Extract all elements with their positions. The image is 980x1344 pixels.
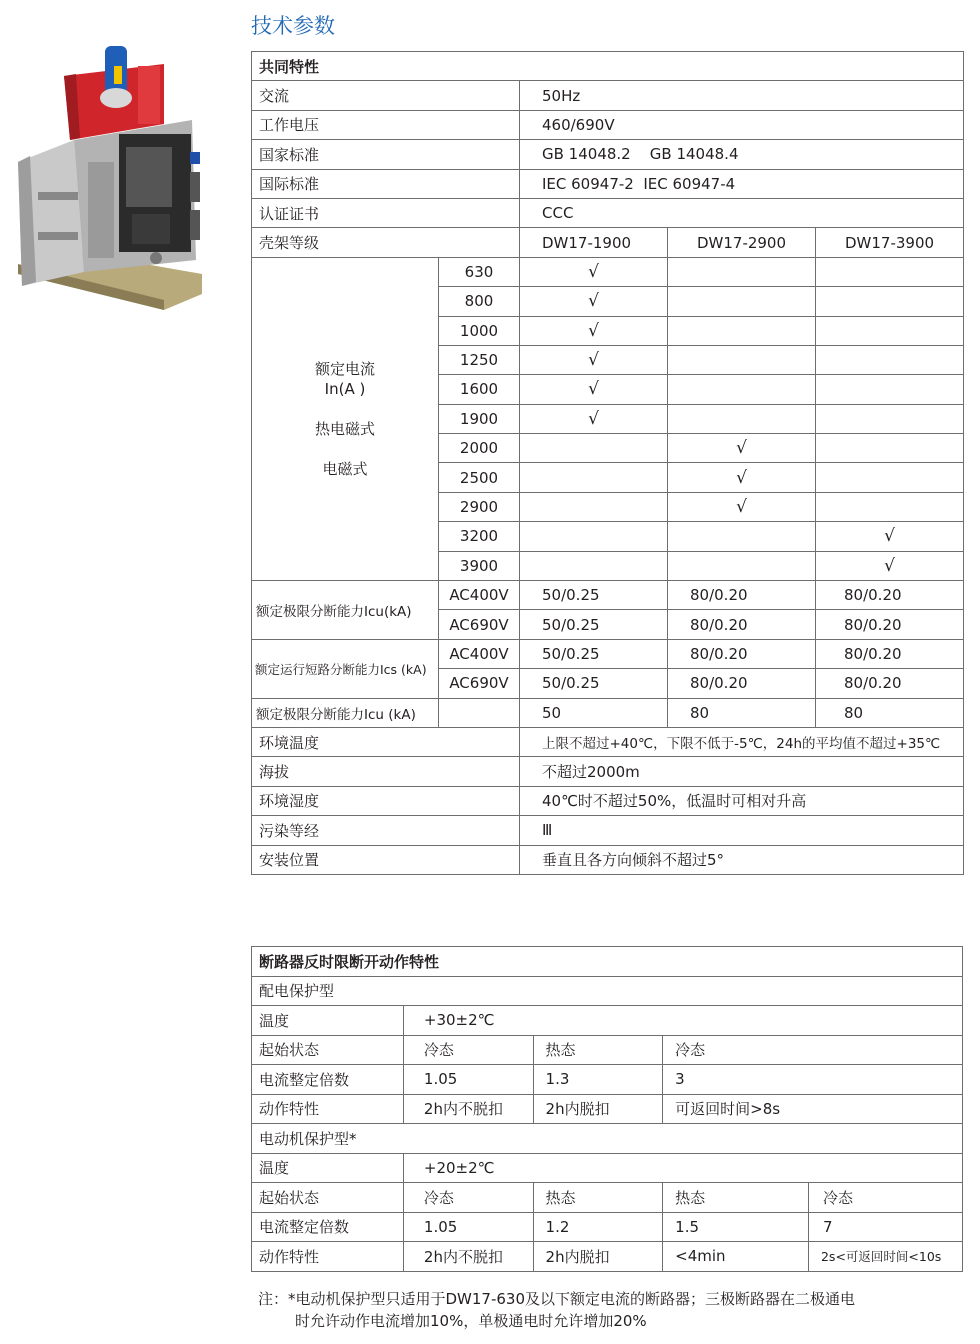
row-label: 壳架等级 [252, 228, 520, 257]
value-cell: 80/0.20 [816, 581, 964, 610]
empty-cell [816, 463, 964, 492]
page-title: 技术参数 [251, 14, 335, 38]
icu2-label: 额定极限分断能力Icu (kA) [252, 698, 439, 727]
empty-cell [668, 257, 816, 286]
row-value: 460/690V [520, 110, 964, 139]
footnote-line-2: 时允许动作电流增加10%，单极通电时允许增加20% [295, 1312, 647, 1330]
table-header-row [252, 947, 963, 977]
table-row [252, 1242, 963, 1272]
footnote-line-1: 注：*电动机保护型只适用于DW17-630及以下额定电流的断路器；三极断路器在二极通电 [258, 1290, 856, 1308]
current-cell: 1000 [439, 316, 520, 345]
circuit-breaker-photo [14, 42, 204, 314]
row-label: 工作电压 [252, 110, 520, 139]
value-cell: 80/0.20 [668, 639, 816, 668]
row-label: 环境温度 [252, 727, 520, 756]
check-icon: √ [588, 261, 599, 282]
table-row [252, 1212, 963, 1242]
empty-cell [816, 287, 964, 316]
check-icon: √ [588, 291, 599, 312]
empty-cell [668, 316, 816, 345]
current-cell: 3900 [439, 551, 520, 580]
current-cell: 3200 [439, 522, 520, 551]
rated-label-2: In(A ) [324, 379, 366, 398]
check-icon: √ [736, 467, 747, 488]
row-value: 不超过2000m [520, 757, 964, 786]
value-cell: 50/0.25 [520, 610, 668, 639]
value-cell: 2h内不脱扣 [403, 1094, 533, 1124]
table-row [252, 1094, 963, 1124]
rated-current-body [252, 257, 964, 580]
env-row [252, 727, 964, 756]
current-cell: 800 [439, 287, 520, 316]
empty-cell [816, 316, 964, 345]
model-header: DW17-2900 [668, 228, 816, 257]
value-cell: 80 [668, 698, 816, 727]
table-row [252, 169, 964, 198]
row-label: 电流整定倍数 [252, 1212, 404, 1242]
ics-row [252, 639, 964, 668]
value-cell: 热态 [533, 1183, 663, 1213]
row-label: 认证证书 [252, 198, 520, 227]
frame-row [252, 228, 964, 257]
value-cell: 热态 [533, 1035, 663, 1065]
value-cell: 50/0.25 [520, 639, 668, 668]
row-label: 起始状态 [252, 1035, 404, 1065]
check-mark [668, 492, 816, 521]
table-row [252, 1153, 963, 1183]
value-cell: 2h内不脱扣 [403, 1242, 533, 1272]
value-cell: 7 [808, 1212, 962, 1242]
check-icon: √ [588, 408, 599, 429]
current-cell: 2900 [439, 492, 520, 521]
table-row [252, 140, 964, 169]
row-label: 起始状态 [252, 1183, 404, 1213]
inverse-time-table [251, 946, 963, 1272]
voltage-cell: AC400V [439, 639, 520, 668]
empty-cell [668, 404, 816, 433]
row-label: 污染等经 [252, 816, 520, 845]
check-icon: √ [884, 526, 895, 547]
icu-label: 额定极限分断能力Icu(kA) [252, 581, 439, 640]
section-row [252, 976, 963, 1006]
value-cell: 80/0.20 [816, 610, 964, 639]
value-cell: 冷态 [403, 1183, 533, 1213]
empty-cell [668, 287, 816, 316]
row-label: 国际标准 [252, 169, 520, 198]
empty-cell [520, 551, 668, 580]
value-cell: 80/0.20 [668, 669, 816, 698]
value-cell: 80/0.20 [816, 639, 964, 668]
table-row [252, 81, 964, 110]
empty-cell [668, 551, 816, 580]
empty-cell [816, 492, 964, 521]
row-value: +30±2℃ [403, 1006, 962, 1036]
model-header: DW17-1900 [520, 228, 668, 257]
empty-cell [816, 257, 964, 286]
rated-current-row [252, 257, 964, 286]
empty-cell [816, 345, 964, 374]
check-icon: √ [588, 320, 599, 341]
row-label: 温度 [252, 1153, 404, 1183]
value-cell: 2h内脱扣 [533, 1094, 663, 1124]
row-label: 安装位置 [252, 845, 520, 874]
common-specs-table [251, 51, 964, 875]
check-mark [668, 463, 816, 492]
check-icon: √ [588, 379, 599, 400]
check-mark [816, 551, 964, 580]
value-cell: 2h内脱扣 [533, 1242, 663, 1272]
check-icon: √ [736, 497, 747, 518]
value-cell: 3 [663, 1065, 963, 1095]
row-label: 动作特性 [252, 1242, 404, 1272]
current-cell: 2000 [439, 434, 520, 463]
current-cell: 1250 [439, 345, 520, 374]
value-cell: 80/0.20 [668, 581, 816, 610]
row-value: 上限不超过+40℃，下限不低于-5℃，24h的平均值不超过+35℃ [520, 727, 964, 756]
voltage-cell: AC690V [439, 610, 520, 639]
section-title: 配电保护型 [252, 976, 963, 1006]
rated-label-1: 额定电流 [314, 359, 375, 378]
check-mark [816, 522, 964, 551]
table-row [252, 1006, 963, 1036]
current-cell: 1600 [439, 375, 520, 404]
check-mark [520, 257, 668, 286]
row-value: GB 14048.2 GB 14048.4 [520, 140, 964, 169]
value-cell: 1.05 [403, 1065, 533, 1095]
check-mark [668, 434, 816, 463]
row-label: 环境湿度 [252, 786, 520, 815]
empty-cell [816, 434, 964, 463]
rated-label-4: 电磁式 [322, 459, 368, 478]
env-row [252, 816, 964, 845]
empty-cell [668, 522, 816, 551]
value-cell: 热态 [663, 1183, 809, 1213]
row-value: 垂直且各方向倾斜不超过5° [520, 845, 964, 874]
table-row [252, 1035, 963, 1065]
ics-label: 额定运行短路分断能力Ics (kA) [252, 639, 439, 698]
row-value: +20±2℃ [403, 1153, 962, 1183]
table-header: 断路器反时限断开动作特性 [252, 947, 963, 977]
value-cell: 50/0.25 [520, 581, 668, 610]
empty-cell [668, 345, 816, 374]
value-cell: 1.3 [533, 1065, 663, 1095]
empty-cell [520, 522, 668, 551]
value-cell: 1.5 [663, 1212, 809, 1242]
table-row [252, 198, 964, 227]
row-label: 国家标准 [252, 140, 520, 169]
value-cell: 2s<可返回时间<10s [808, 1242, 962, 1272]
row-label: 交流 [252, 81, 520, 110]
env-row [252, 786, 964, 815]
env-row [252, 845, 964, 874]
value-cell: 冷态 [403, 1035, 533, 1065]
empty-cell [816, 404, 964, 433]
empty-cell [439, 698, 520, 727]
value-cell: 50 [520, 698, 668, 727]
check-mark [520, 287, 668, 316]
row-label: 温度 [252, 1006, 404, 1036]
icu-row [252, 581, 964, 610]
value-cell: 80/0.20 [668, 610, 816, 639]
current-cell: 1900 [439, 404, 520, 433]
voltage-cell: AC690V [439, 669, 520, 698]
table-row [252, 1065, 963, 1095]
voltage-cell: AC400V [439, 581, 520, 610]
value-cell: 50/0.25 [520, 669, 668, 698]
rated-label-3: 热电磁式 [314, 419, 375, 438]
empty-cell [520, 492, 668, 521]
model-header: DW17-3900 [816, 228, 964, 257]
footnote [258, 1288, 855, 1332]
row-value: 40℃时不超过50%，低温时可相对升高 [520, 786, 964, 815]
table-header: 共同特性 [252, 52, 964, 81]
value-cell: 80/0.20 [816, 669, 964, 698]
check-mark [520, 316, 668, 345]
table-row [252, 1183, 963, 1213]
value-cell: 可返回时间>8s [663, 1094, 963, 1124]
value-cell: 80 [816, 698, 964, 727]
row-label: 电流整定倍数 [252, 1065, 404, 1095]
rated-current-label [252, 257, 439, 580]
table-row [252, 110, 964, 139]
empty-cell [816, 375, 964, 404]
check-icon: √ [736, 438, 747, 459]
check-icon: √ [884, 555, 895, 576]
section-title: 电动机保护型* [252, 1124, 963, 1154]
empty-cell [520, 463, 668, 492]
check-mark [520, 345, 668, 374]
value-cell: 1.2 [533, 1212, 663, 1242]
row-value: 50Hz [520, 81, 964, 110]
current-cell: 2500 [439, 463, 520, 492]
section-row [252, 1124, 963, 1154]
empty-cell [668, 375, 816, 404]
row-label: 动作特性 [252, 1094, 404, 1124]
row-value: CCC [520, 198, 964, 227]
check-mark [520, 404, 668, 433]
value-cell: 1.05 [403, 1212, 533, 1242]
check-icon: √ [588, 350, 599, 371]
icu2-row [252, 698, 964, 727]
current-cell: 630 [439, 257, 520, 286]
row-value: IEC 60947-2 IEC 60947-4 [520, 169, 964, 198]
value-cell: 冷态 [808, 1183, 962, 1213]
row-value: Ⅲ [520, 816, 964, 845]
check-mark [520, 375, 668, 404]
value-cell: <4min [663, 1242, 809, 1272]
env-row [252, 757, 964, 786]
value-cell: 冷态 [663, 1035, 963, 1065]
row-label: 海拔 [252, 757, 520, 786]
empty-cell [520, 434, 668, 463]
table-header-row [252, 52, 964, 81]
